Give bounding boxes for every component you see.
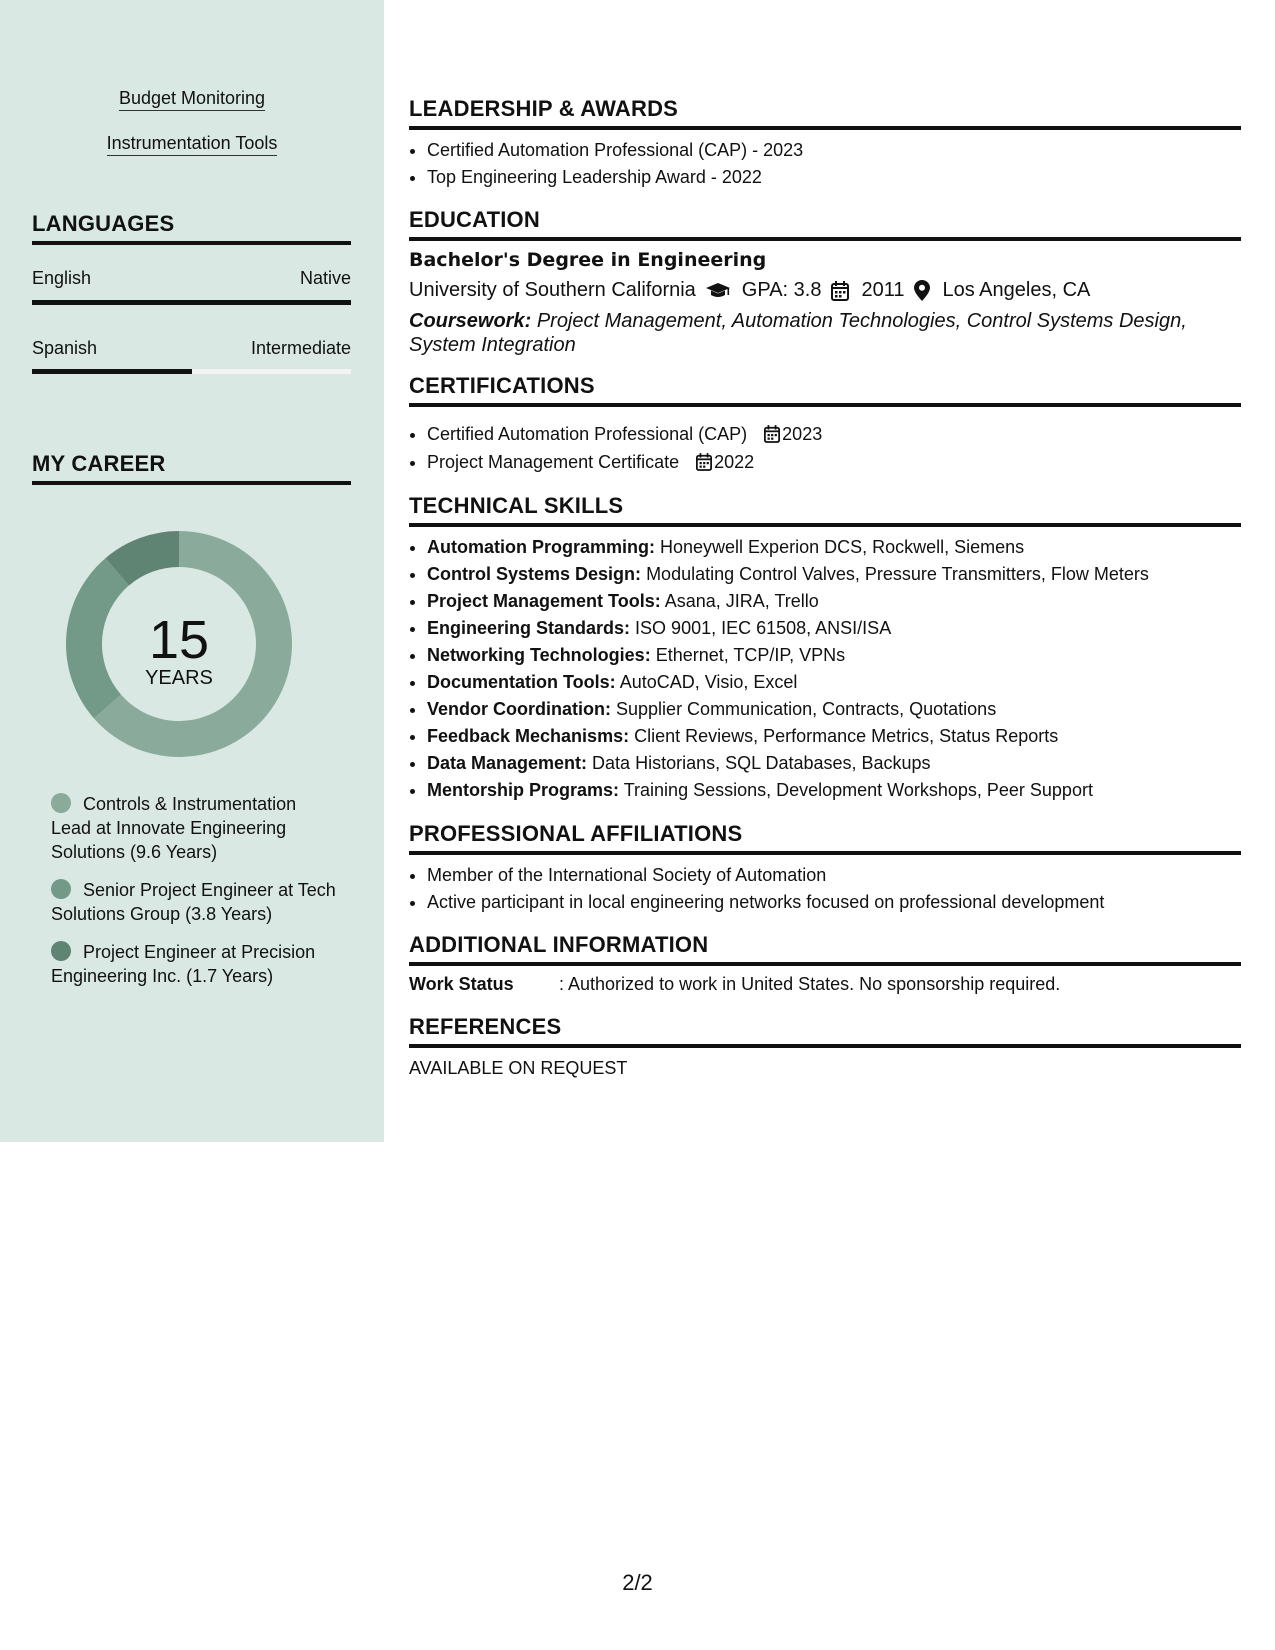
calendar-icon xyxy=(764,425,780,443)
career-donut-chart xyxy=(66,531,292,757)
skill-value: Supplier Communication, Contracts, Quotations xyxy=(616,699,997,719)
technical-skills-heading: TECHNICAL SKILLS xyxy=(409,493,1241,527)
certifications-list xyxy=(409,420,1241,476)
skill-value: Client Reviews, Performance Metrics, Status Reports xyxy=(634,726,1059,746)
skill-list-item xyxy=(427,615,1241,642)
coursework xyxy=(409,309,1209,357)
affiliations-heading: PROFESSIONAL AFFILIATIONS xyxy=(409,821,1241,855)
skill-label: Networking Technologies: xyxy=(427,645,651,665)
list-item xyxy=(427,448,1241,476)
certification-year: 2023 xyxy=(782,424,823,444)
career-legend-item: Controls & Instrumentation Lead at Innovate Engineering Solutions (9.6 Years) xyxy=(51,794,297,862)
language-proficiency-fill xyxy=(32,369,192,374)
language-proficiency-bar xyxy=(32,300,351,305)
calendar-icon xyxy=(696,453,712,471)
career-donut-segment xyxy=(66,558,129,718)
technical-skills-list xyxy=(409,534,1241,804)
leadership-heading: LEADERSHIP & AWARDS xyxy=(409,96,1241,130)
language-proficiency-bar xyxy=(32,369,351,374)
language-proficiency-fill xyxy=(32,300,351,305)
certification-year: 2022 xyxy=(714,452,755,472)
skill-list-item xyxy=(427,642,1241,669)
list-item: • Member of the International Society of Automation xyxy=(427,862,1241,889)
affiliations-list xyxy=(409,862,1241,916)
skill-list-item xyxy=(427,534,1241,561)
graduation-cap-icon xyxy=(706,282,730,300)
school-location: Los Angeles, CA xyxy=(942,279,1091,301)
skill-label: Project Management Tools: xyxy=(427,591,661,611)
sidebar xyxy=(0,0,384,1142)
skill-value: Honeywell Experion DCS, Rockwell, Siemens xyxy=(660,537,1025,557)
language-row xyxy=(32,268,351,289)
career-total-number: 15 xyxy=(148,610,210,670)
language-level: Native xyxy=(299,268,351,288)
language-row xyxy=(32,338,351,359)
skill-label: Data Management: xyxy=(427,753,588,773)
list-item: • Certified Automation Professional (CAP) - 2023 xyxy=(427,137,1241,164)
skill-label: Vendor Coordination: xyxy=(427,699,611,719)
skill-list-item xyxy=(427,696,1241,723)
graduation-year: 2011 xyxy=(861,279,905,301)
list-item xyxy=(427,420,1241,448)
skill-label: Engineering Standards: xyxy=(427,618,631,638)
skill-value: Modulating Control Valves, Pressure Transmitters, Flow Meters xyxy=(646,564,1149,584)
skill-value: Ethernet, TCP/IP, VPNs xyxy=(655,645,846,665)
skill-value: Data Historians, SQL Databases, Backups xyxy=(592,753,931,773)
career-legend-item: Senior Project Engineer at Tech Solutions Group (3.8 Years) xyxy=(51,880,336,924)
references-heading: REFERENCES xyxy=(409,1014,1241,1048)
page-number: 2/2 xyxy=(622,1570,653,1595)
school-name: University of Southern California xyxy=(409,279,696,301)
skill-value: Training Sessions, Development Workshops, Peer Support xyxy=(623,780,1093,800)
education-heading: EDUCATION xyxy=(409,207,1241,241)
location-pin-icon xyxy=(914,280,930,301)
list-item: • Active participant in local engineering networks focused on professional development xyxy=(427,889,1241,916)
language-name: Spanish xyxy=(32,338,98,358)
career-legend-item: Project Engineer at Precision Engineering Inc. (1.7 Years) xyxy=(51,942,316,986)
skill-label: Feedback Mechanisms: xyxy=(427,726,630,746)
skill-item: Budget Monitoring xyxy=(0,88,384,109)
legend-dot-icon xyxy=(51,793,71,813)
skill-label: Automation Programming: xyxy=(427,537,655,557)
skill-value: Asana, JIRA, Trello xyxy=(664,591,819,611)
list-item: • Top Engineering Leadership Award - 2022 xyxy=(427,164,1241,191)
skill-value: AutoCAD, Visio, Excel xyxy=(619,672,798,692)
work-status-label: Work Status xyxy=(409,974,514,994)
language-level: Intermediate xyxy=(250,338,351,358)
career-total-unit: YEARS xyxy=(145,667,213,689)
skill-list-item xyxy=(427,588,1241,615)
skill-list-item xyxy=(427,561,1241,588)
skill-item: Instrumentation Tools xyxy=(0,133,384,154)
work-status xyxy=(409,974,1060,995)
skill-list-item xyxy=(427,750,1241,777)
additional-info-heading: ADDITIONAL INFORMATION xyxy=(409,932,1241,966)
references-text: AVAILABLE ON REQUEST xyxy=(409,1058,628,1078)
certifications-heading: CERTIFICATIONS xyxy=(409,373,1241,407)
legend-dot-icon xyxy=(51,941,71,961)
certification-name: Project Management Certificate xyxy=(427,452,680,472)
coursework-label: Coursework: xyxy=(409,310,532,332)
languages-heading: LANGUAGES xyxy=(32,211,351,245)
calendar-icon xyxy=(831,281,849,301)
career-heading: MY CAREER xyxy=(32,451,351,485)
certification-name: Certified Automation Professional (CAP) xyxy=(427,424,748,444)
skill-label: Documentation Tools: xyxy=(427,672,616,692)
degree-title: Bachelor's Degree in Engineering xyxy=(409,249,767,271)
skill-list-item xyxy=(427,723,1241,750)
education-details xyxy=(409,279,1090,302)
work-status-value: : Authorized to work in United States. No sponsorship required. xyxy=(559,974,1061,994)
skill-list-item xyxy=(427,777,1241,804)
skill-label: Mentorship Programs: xyxy=(427,780,620,800)
skill-list-item xyxy=(427,669,1241,696)
leadership-list xyxy=(409,137,1241,191)
coursework-text: Project Management, Automation Technologies, Control Systems Design, System Integration xyxy=(409,310,1187,356)
gpa: GPA: 3.8 xyxy=(741,279,822,301)
skill-label: Control Systems Design: xyxy=(427,564,642,584)
legend-dot-icon xyxy=(51,879,71,899)
skill-value: ISO 9001, IEC 61508, ANSI/ISA xyxy=(635,618,892,638)
language-name: English xyxy=(32,268,92,288)
